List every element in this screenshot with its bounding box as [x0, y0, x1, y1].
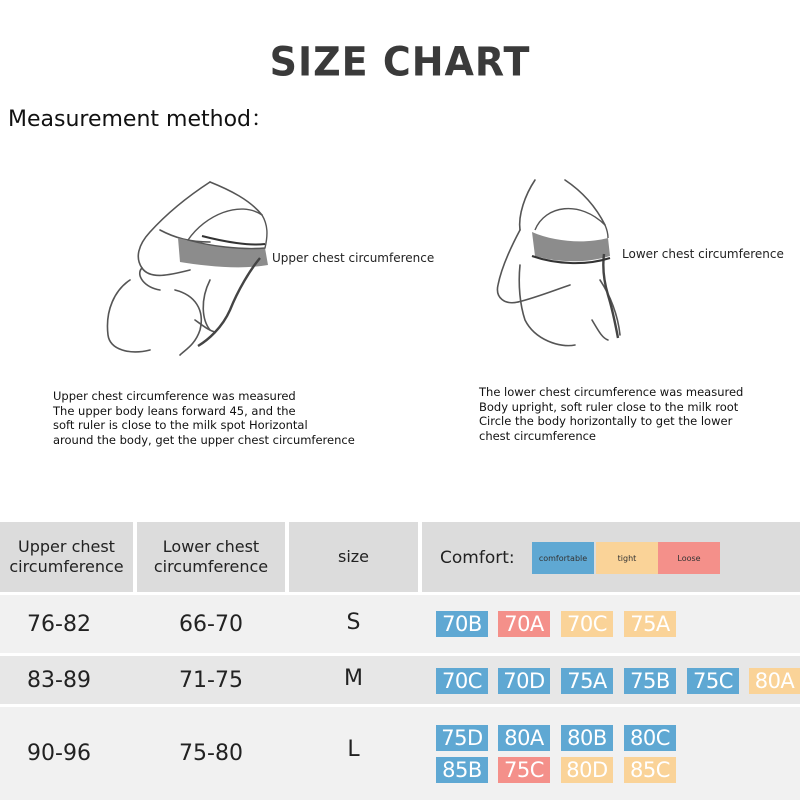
header-size: size	[289, 522, 418, 592]
lower-chest-label: Lower chest circumference	[622, 247, 784, 261]
row-s-upper: 76-82	[27, 611, 91, 637]
size-tag: 70D	[498, 668, 550, 694]
size-tag: 70A	[498, 611, 550, 637]
lower-chest-description: The lower chest circumference was measured Body upright, soft ruler close to the milk root Circle the body horizontally to get the lower chest circumference	[479, 385, 744, 443]
legend-loose: Loose	[658, 542, 720, 574]
row-l-upper: 90-96	[27, 741, 91, 766]
size-tag: 75B	[624, 668, 676, 694]
size-tag: 75A	[561, 668, 613, 694]
size-tag: 70C	[436, 668, 488, 694]
header-upper-chest: Upper chest circumference	[0, 522, 133, 592]
size-tag: 80A	[498, 725, 550, 751]
row-m-lower: 71-75	[179, 667, 243, 693]
upper-chest-figure	[90, 170, 290, 360]
size-tag: 75C	[687, 668, 739, 694]
size-tag: 85B	[436, 757, 488, 783]
header-lower-chest: Lower chest circumference	[137, 522, 285, 592]
comfort-label: Comfort:	[440, 548, 515, 568]
row-m-size: M	[344, 665, 363, 691]
row-l-size: L	[347, 737, 360, 762]
upper-chest-description: Upper chest circumference was measured The upper body leans forward 45, and the soft ruler is close to the milk spot Horizontal around the body, get the upper chest circumference	[53, 389, 355, 447]
legend-tight: tight	[596, 542, 658, 574]
measurement-heading: Measurement method：	[8, 107, 273, 132]
upper-chest-label: Upper chest circumference	[272, 251, 435, 265]
size-tag: 75D	[436, 725, 488, 751]
page-title: SIZE CHART	[269, 38, 531, 86]
size-tag: 70B	[436, 611, 488, 637]
row-s-lower: 66-70	[179, 611, 243, 637]
row-m-upper: 83-89	[27, 667, 91, 693]
size-tag: 80D	[561, 757, 613, 783]
size-tag: 80A	[749, 668, 800, 694]
lower-chest-figure	[480, 170, 640, 360]
size-tag: 80C	[624, 725, 676, 751]
size-tag: 85C	[624, 757, 676, 783]
size-tag: 75A	[624, 611, 676, 637]
row-s-size: S	[346, 609, 361, 635]
size-tag: 80B	[561, 725, 613, 751]
legend-comfortable: comfortable	[532, 542, 594, 574]
row-l-lower: 75-80	[179, 741, 243, 766]
size-tag: 70C	[561, 611, 613, 637]
size-tag: 75C	[498, 757, 550, 783]
